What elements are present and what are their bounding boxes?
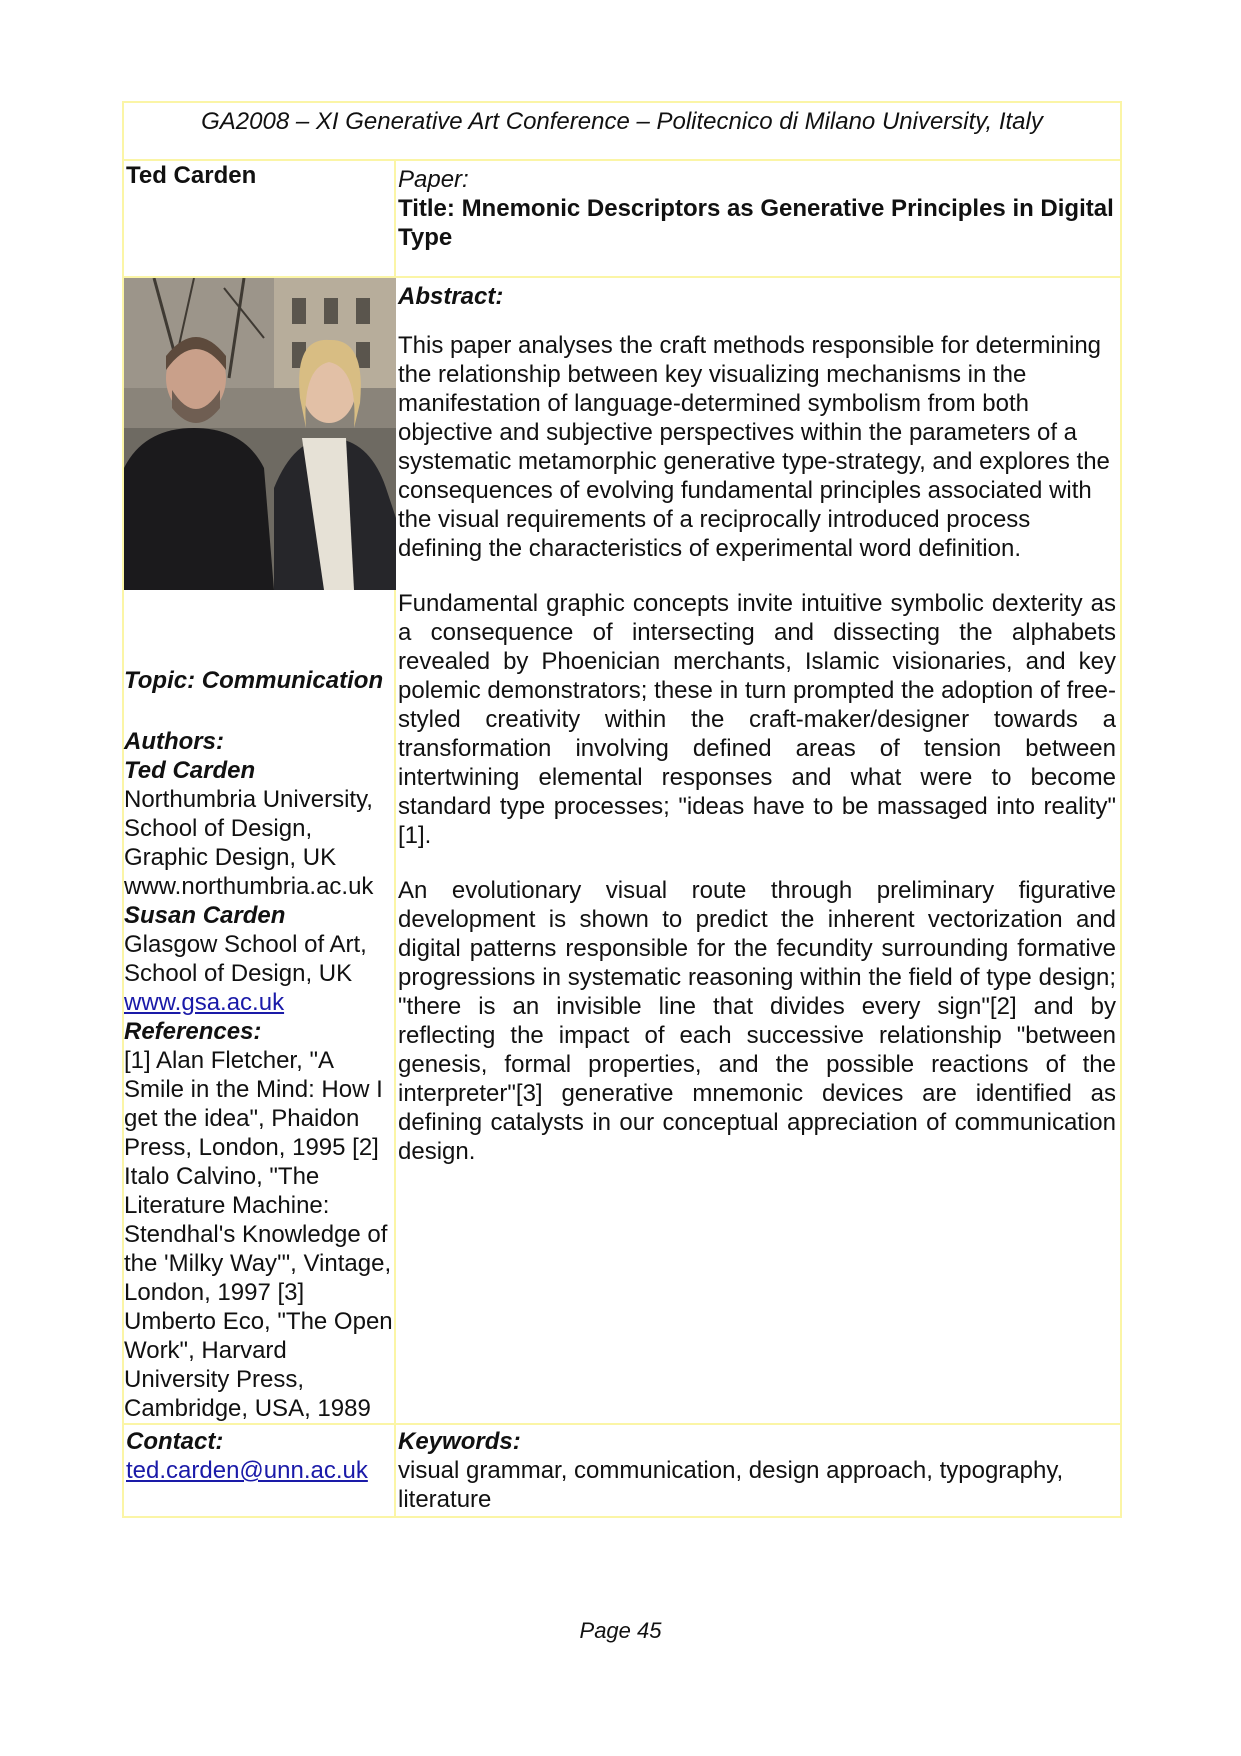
contact-label: Contact: xyxy=(126,1428,224,1455)
page-number: Page 45 xyxy=(579,1618,662,1643)
references-text: [1] Alan Fletcher, "A Smile in the Mind: How I get the idea", Phaidon Press, London, 1995 [2] Italo Calvino, "The Literature Machine: Stendhal's Knowledge of the 'Milky Way'", Vintage, London, 1997 [3] Umberto Eco, "The Open Work", Harvard University Press, Cambridge, USA, 1989 xyxy=(124,1047,393,1422)
abstract-label: Abstract: xyxy=(398,283,504,310)
topic: Topic: Communication xyxy=(124,667,384,694)
keywords-text: visual grammar, communication, design approach, typography, literature xyxy=(398,1457,1064,1513)
references-label: References: xyxy=(124,1018,262,1045)
author-1-affiliation: Northumbria University, School of Design, Graphic Design, UK xyxy=(124,786,373,871)
author-2-name: Susan Carden xyxy=(124,902,286,929)
paper-form-table xyxy=(122,101,1122,1518)
keywords-label: Keywords: xyxy=(398,1428,521,1455)
contact-cell xyxy=(123,1424,395,1517)
conference-header: GA2008 – XI Generative Art Conference – Politecnico di Milano University, Italy xyxy=(123,102,1121,160)
author-name-cell xyxy=(123,160,395,277)
left-column-cell xyxy=(123,277,395,1424)
abstract-paragraph-2: Fundamental graphic concepts invite intuitive symbolic dexterity as a consequence of intersecting and dissecting the alphabets revealed by Phoenician merchants, Islamic visionaries, and key polemic demonstrators; these in turn prompted the adoption of free-styled creativity within the craft-maker/designer towards a transformation involving defined areas of tension between intertwining elemental responses and what were to become standard type processes; "ideas have to be massaged into reality"[1]. xyxy=(398,590,1116,849)
author-1-name: Ted Carden xyxy=(124,757,256,784)
paper-title: Title: Mnemonic Descriptors as Generative Principles in Digital Type xyxy=(398,195,1114,251)
title-cell xyxy=(395,160,1121,277)
author-2-url-link[interactable]: www.gsa.ac.uk xyxy=(124,989,285,1016)
author-photo xyxy=(124,278,396,590)
author-1-url: www.northumbria.ac.uk xyxy=(124,873,374,900)
abstract-paragraph-1: This paper analyses the craft methods responsible for determining the relationship between key visualizing mechanisms in the manifestation of language-determined symbolism from both objective and subjective perspectives within the parameters of a systematic metamorphic generative type-strategy, and explores the consequences of evolving fundamental principles associated with the visual requirements of a reciprocally introduced process defining the characteristics of experimental word definition. xyxy=(398,332,1110,562)
contact-email-link[interactable]: ted.carden@unn.ac.uk xyxy=(126,1457,368,1484)
author-name: Ted Carden xyxy=(126,162,257,189)
authors-label: Authors: xyxy=(124,728,224,755)
abstract-cell xyxy=(395,277,1121,1424)
abstract-paragraph-3: An evolutionary visual route through preliminary figurative development is shown to predict the inherent vectorization and digital patterns responsible for the fecundity surrounding formative progressions in systematic reasoning within the field of type design; "there is an invisible line that divides every sign"[2] and by reflecting the impact of each successive relationship "between genesis, formal properties, and the possible reactions of the interpreter"[3] generative mnemonic devices are identified as defining catalysts in our conceptual appreciation of communication design. xyxy=(398,877,1116,1165)
paper-label: Paper: xyxy=(398,166,469,193)
author-2-affiliation: Glasgow School of Art, School of Design, UK xyxy=(124,931,367,987)
author-photo-image xyxy=(124,278,396,590)
keywords-cell xyxy=(395,1424,1121,1517)
